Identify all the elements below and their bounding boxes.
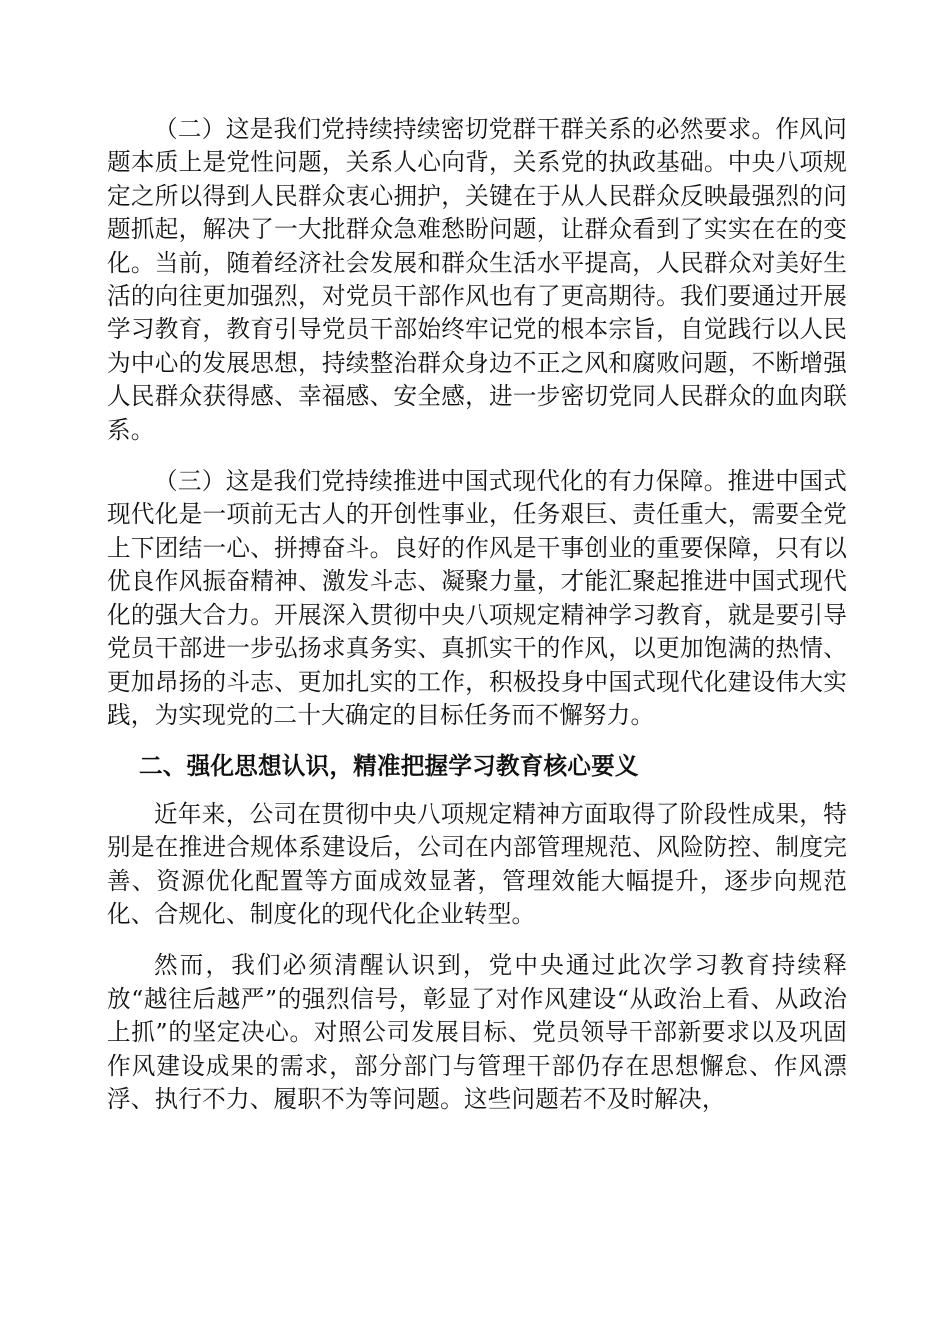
section-heading-2: 二、强化思想认识，精准把握学习教育核心要义	[139, 752, 639, 781]
paragraph-section-1-3: （三）这是我们党持续推进中国式现代化的有力保障。推进中国式现代化是一项前无古人的开创性事业，任务艰巨、责任重大，需要全党上下团结一心、拼搏奋斗。良好的作风是干事创业的重要保障，只有以优良作风振奋精神、激发斗志、凝聚力量，才能汇聚起推进中国式现代化的强大合力。开展深入贯彻中央八项规定精神学习教育，就是要引导党员干部进一步弘扬求真务实、真抓实干的作风，以更加饱满的热情、更加昂扬的斗志、更加扎实的工作，积极投身中国式现代化建设伟大实践，为实现党的二十大确定的目标任务而不懈努力。	[107, 467, 847, 729]
paragraph-section-2-intro: 近年来，公司在贯彻中央八项规定精神方面取得了阶段性成果，特别是在推进合规体系建设后，公司在内部管理规范、风险防控、制度完善、资源优化配置等方面成效显著，管理效能大幅提升，逐步向规范化、合规化、制度化的现代化企业转型。	[107, 799, 847, 928]
paragraph-section-1-2: （二）这是我们党持续持续密切党群干群关系的必然要求。作风问题本质上是党性问题，关系人心向背，关系党的执政基础。中央八项规定之所以得到人民群众衷心拥护，关键在于从人民群众反映最强烈的问题抓起，解决了一大批群众急难愁盼问题，让群众看到了实实在在的变化。当前，随着经济社会发展和群众生活水平提高，人民群众对美好生活的向往更加强烈，对党员干部作风也有了更高期待。我们要通过开展学习教育，教育引导党员干部始终牢记党的根本宗旨，自觉践行以人民为中心的发展思想，持续整治群众身边不正之风和腐败问题，不断增强人民群众获得感、幸福感、安全感，进一步密切党同人民群众的血肉联系。	[107, 115, 847, 444]
document-page	[107, 113, 847, 1116]
paragraph-section-2-concerns: 然而，我们必须清醒认识到，党中央通过此次学习教育持续释放“越往后越严”的强烈信号，彰显了对作风建设“从政治上看、从政治上抓”的坚定决心。对照公司发展目标、党员领导干部新要求以及巩固作风建设成果的需求，部分部门与管理干部仍存在思想懈怠、作风漂浮、执行不力、履职不为等问题。这些问题若不及时解决，	[107, 951, 847, 1113]
